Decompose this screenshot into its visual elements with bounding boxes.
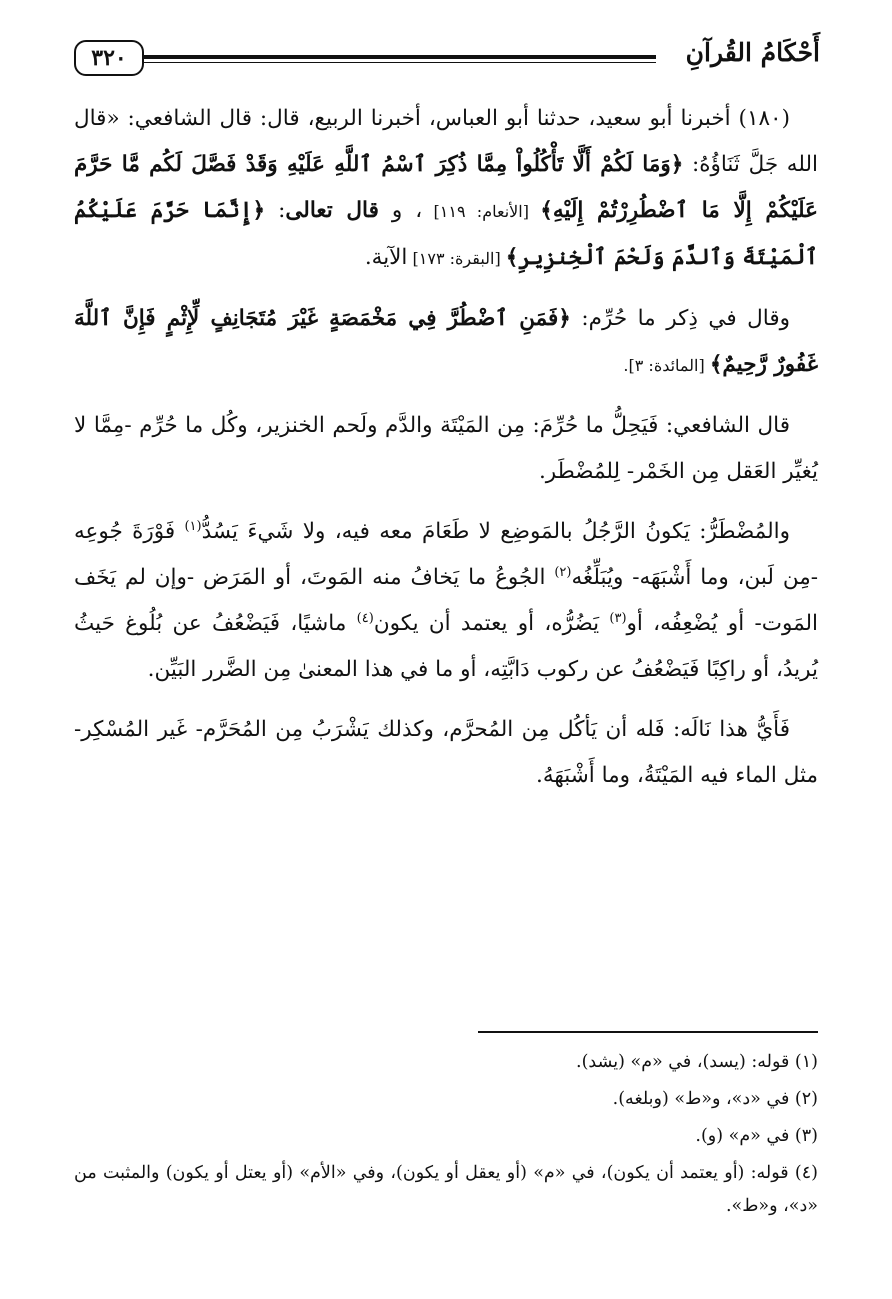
verse-reference: [الأنعام: ١١٩]	[422, 202, 541, 221]
text-run: وقال في ذِكر ما حُرِّم:	[570, 306, 790, 331]
footnote: (٤) قوله: (أو يعتمد أن يكون)، في «م» (أو يعقل أو يكون)، وفي «الأم» (أو يعتل أو يكون) والمثبت من «د»، و«ط».	[74, 1163, 818, 1216]
quran-verse: ﴿وَمَا لَكُمْ أَلَّا تَأْكُلُواْ مِمَّا ذُكِرَ ٱسْمُ ٱللَّهِ عَلَيْهِ وَقَدْ فَصَّلَ لَكُم مَّا حَرَّمَ عَلَيْكُمْ إِلَّا مَا ٱضْطُرِرْتُمْ إِلَيْهِ﴾	[74, 152, 818, 223]
page-header	[74, 38, 820, 84]
footnote-separator	[478, 1031, 818, 1033]
header-rule-thin	[144, 62, 656, 63]
footnote: (١) قوله: (يسد)، في «م» (يشد).	[576, 1052, 818, 1072]
text-run: ماشيًا، فَيَضْعُفُ عن بُلُوغ حَيثُ يُريدُ، أو راكِبًا فَيَضْعُفُ عن ركوب دَابَّتِه، أو ما في هذا المعنىٰ مِن الضَّرر البَيِّن.	[74, 611, 818, 682]
text-run: (١٨٠) أخبرنا أبو سعيد، حدثنا أبو العباس، أخبرنا الربيع، قال: قال الشافعي: «قال الله جَلَّ ثَنَاؤُهُ:	[74, 106, 818, 177]
text-run: فَوْرَةَ جُوعِه -مِن لَبن، وما أَشْبَهَه- ويُبَلِّغُه	[74, 519, 818, 590]
main-text	[74, 96, 818, 813]
quran-verse: ﴿فَمَنِ ٱضْطُرَّ فِي مَخْمَصَةٍ غَيْرَ مُتَجَانِفٍ لِّإِثْمٍ فَإِنَّ ٱللَّهَ غَفُورٌ رَّحِيمٌ﴾	[74, 306, 818, 377]
quran-verse: ﴿إِنَّمَا حَرَّمَ عَلَيْكُمُ ٱلْمَيْتَةَ وَٱلدَّمَ وَلَحْمَ ٱلْخِنزِيرِ﴾	[74, 198, 818, 270]
text-run: والمُضْطَرُّ: يَكونُ الرَّجُلُ بالمَوضِع لا طَعَامَ معه فيه، ولا شَيءَ يَسُدُّ	[201, 519, 790, 544]
footnote: (٢) في «د»، و«ط» (وبلغه).	[612, 1089, 818, 1109]
paragraph: قال الشافعي: فَيَحِلُّ ما حُرِّمَ: مِن المَيْتَة والدَّم ولَحم الخنزير، وكُل ما حُرِّم -مِمَّا لا يُغيِّر العَقل مِن الخَمْر- لِلمُضْطَر.	[74, 413, 818, 484]
text-run: ، و	[378, 198, 423, 223]
divine-phrase: قال تعالى	[285, 198, 379, 223]
text-run: الجُوعُ ما يَخافُ منه المَوتَ، أو المَرَض -وإن لم يَخَف المَوت- أو يُضْعِفُه، أو	[74, 565, 819, 636]
footnotes	[74, 1046, 818, 1227]
header-rule	[144, 55, 656, 59]
paragraph-180	[74, 96, 818, 282]
paragraph	[74, 509, 818, 693]
footnote: (٣) في «م» (و).	[695, 1126, 818, 1146]
text-run: الآية.	[364, 245, 408, 270]
footnote-marker: (٢)	[554, 564, 572, 580]
verse-reference: [المائدة: ٣].	[623, 356, 710, 375]
paragraph: فَأَيُّ هذا نَالَه: فَله أن يَأكُل مِن المُحرَّم، وكذلك يَشْرَبُ مِن المُحَرَّم- غَير المُسْكِر- مثل الماء فيه المَيْتَةُ، وما أَشْبَهَهُ.	[74, 717, 818, 788]
running-title: أَحْكَامُ القُرآنِ	[685, 38, 820, 67]
text-run: :	[265, 198, 286, 223]
footnote-marker: (١)	[184, 518, 202, 534]
verse-reference: [البقرة: ١٧٣]	[407, 249, 506, 268]
page-number: ٣٢٠	[74, 40, 144, 76]
footnote-marker: (٣)	[609, 610, 627, 626]
footnote-marker: (٤)	[356, 610, 374, 626]
text-run: يَضُرُّه، أو يعتمد أن يكون	[373, 611, 610, 636]
paragraph	[74, 296, 818, 389]
